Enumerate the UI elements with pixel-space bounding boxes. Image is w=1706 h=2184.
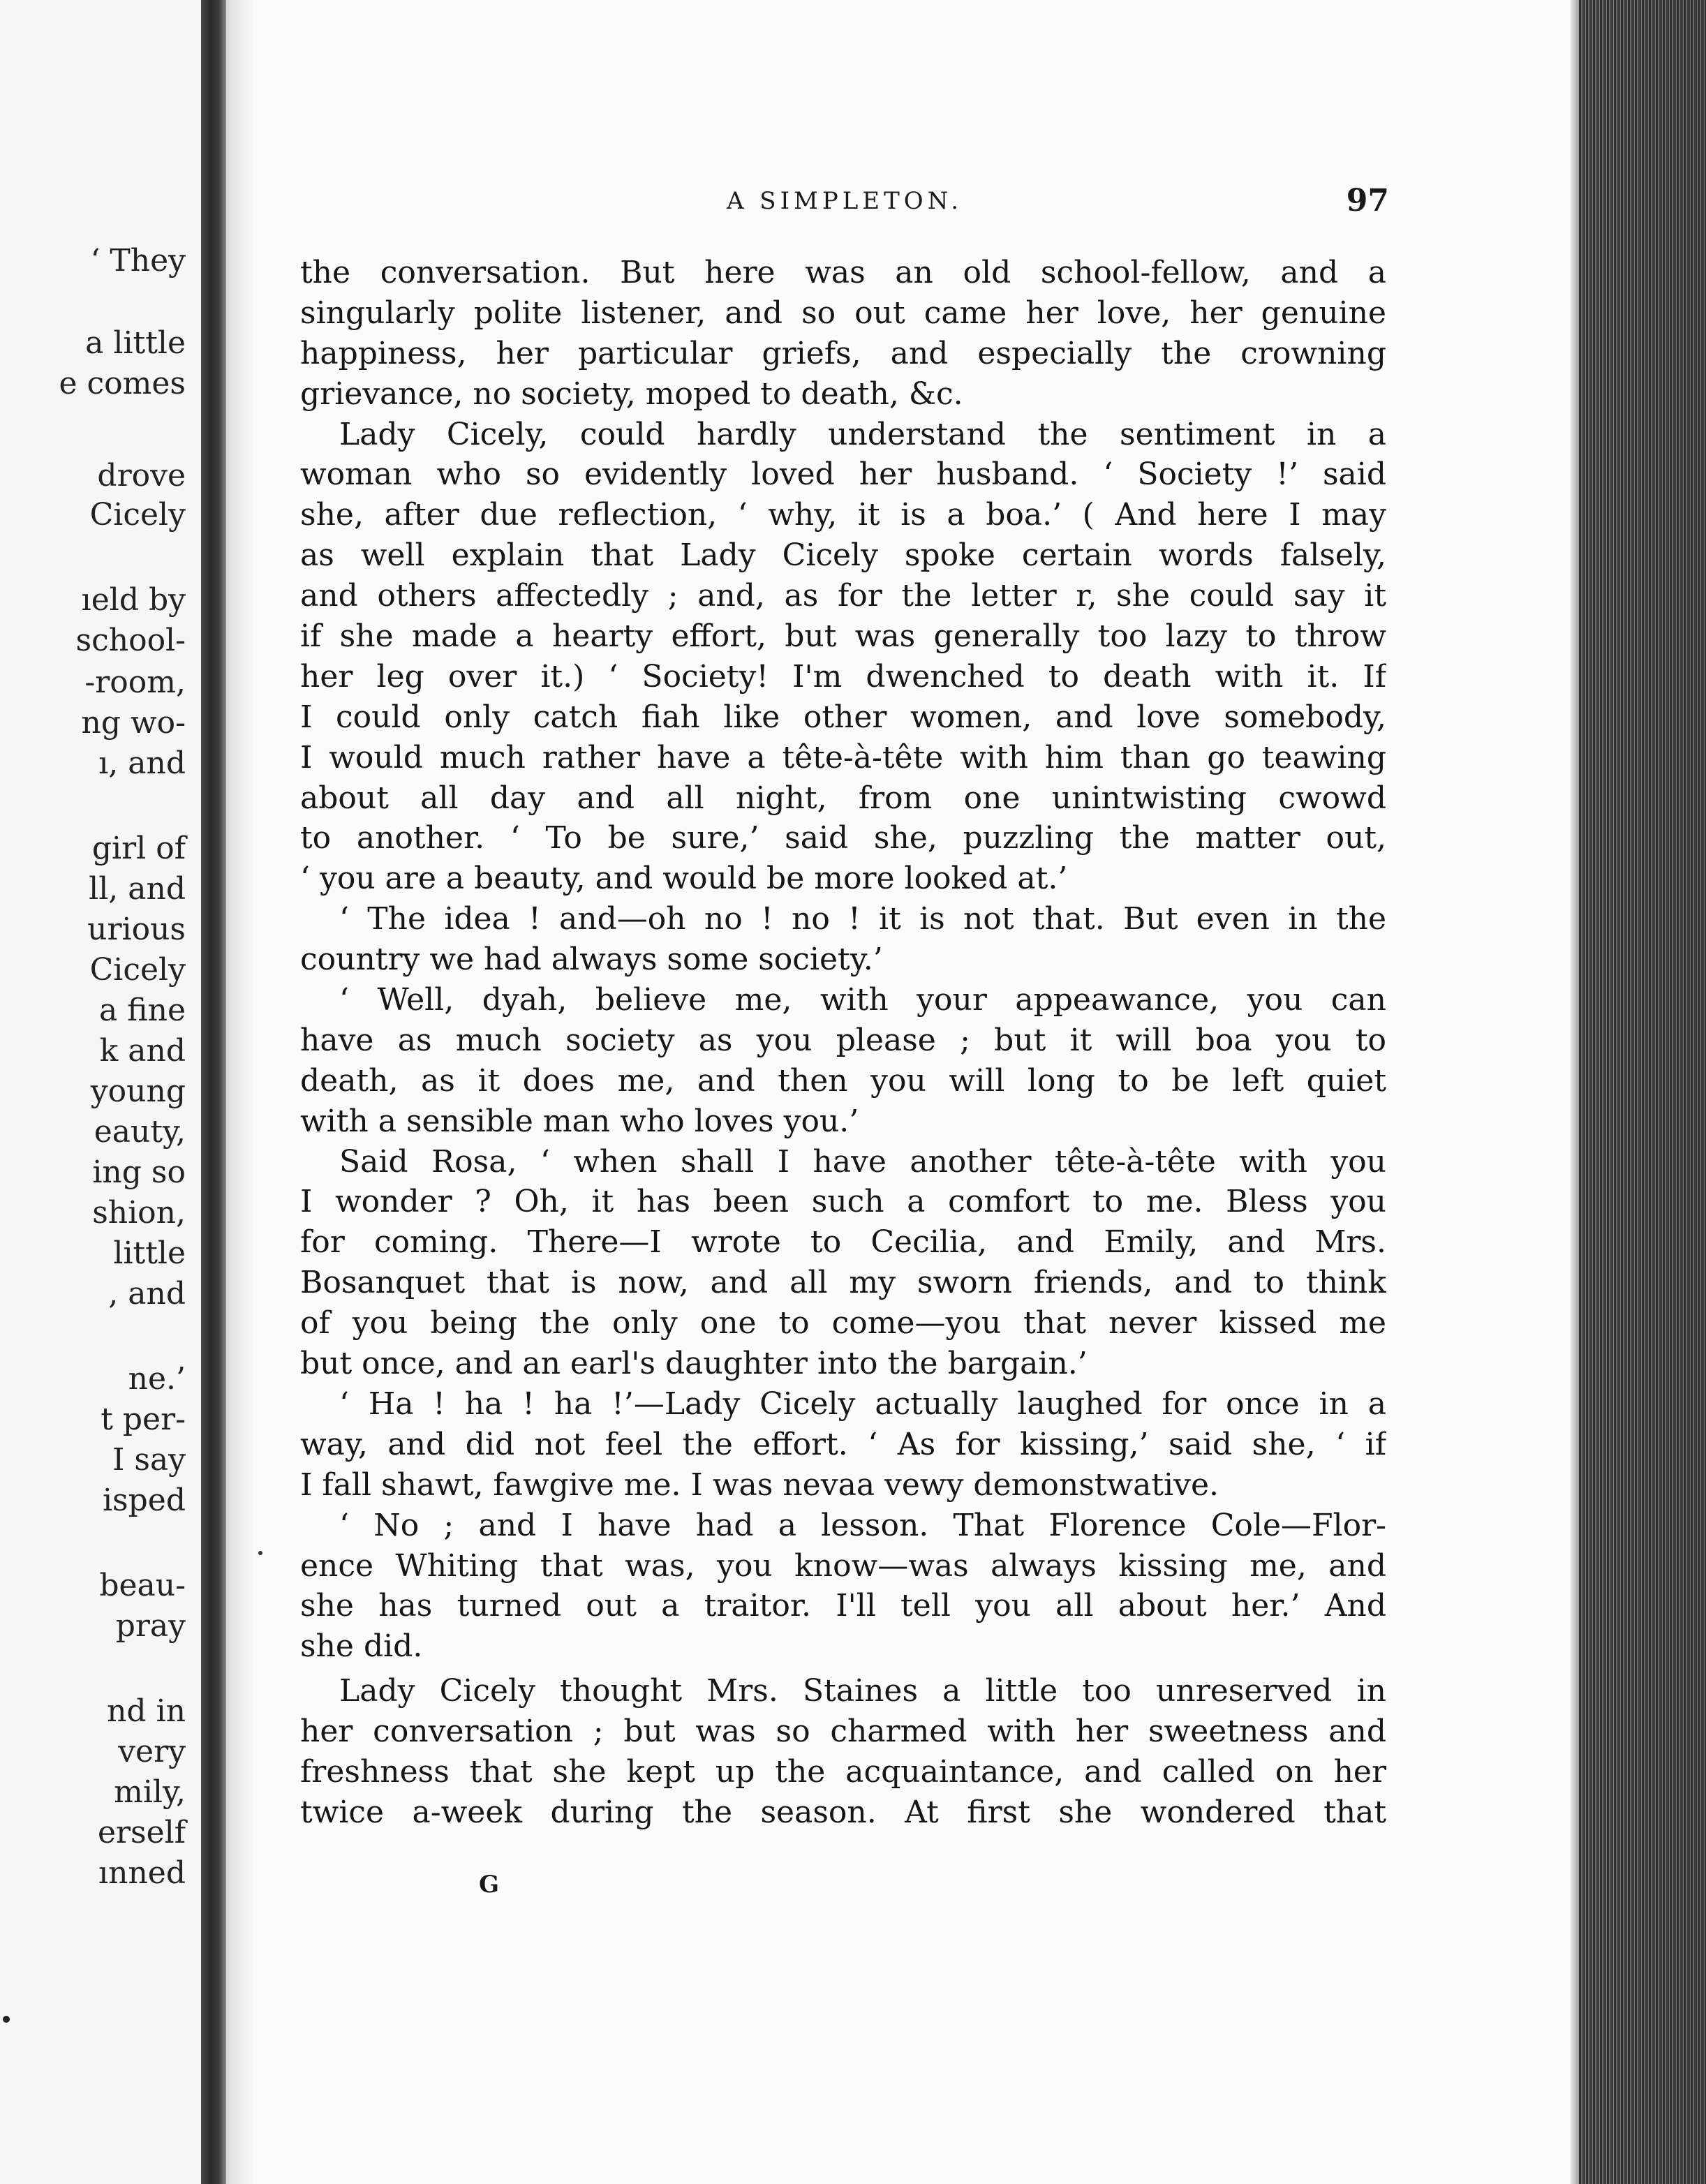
text-line: grievance, no society, moped to death, &c.: [300, 376, 963, 412]
text-line: woman who so evidently loved her husband. ‘ Society !’ said: [300, 456, 1386, 493]
facing-page-fragment: isped: [102, 1483, 186, 1518]
text-line: for coming. There—I wrote to Cecilia, and Emily, and Mrs.: [300, 1224, 1386, 1261]
text-line: Lady Cicely thought Mrs. Staines a little too unreserved in: [339, 1673, 1386, 1709]
facing-page-fragment: -room,: [84, 664, 186, 700]
text-line: to another. ‘ To be sure,’ said she, puzzling the matter out,: [300, 820, 1386, 856]
facing-page-fragment: little: [113, 1235, 186, 1271]
facing-page-fragment: ıeld by: [81, 582, 186, 618]
facing-page-fragment: school-: [75, 623, 186, 658]
facing-page-fragment: pray: [115, 1608, 186, 1644]
text-line: way, and did not feel the effort. ‘ As for kissing,’ said she, ‘ if: [300, 1426, 1386, 1462]
text-line: with a sensible man who loves you.’: [300, 1103, 859, 1139]
text-line: ‘ Ha ! ha ! ha !’—Lady Cicely actually laughed for once in a: [339, 1386, 1386, 1422]
text-line: singularly polite listener, and so out came her love, her genuine: [300, 295, 1386, 331]
margin-mark: [258, 1551, 262, 1555]
text-line: but once, and an earl's daughter into the bargain.’: [300, 1346, 1088, 1382]
facing-page-fragment: eauty,: [94, 1114, 186, 1150]
gutter-shadow: [226, 0, 254, 2184]
page-number: 97: [1346, 183, 1389, 218]
text-line: country we had always some society.’: [300, 942, 883, 978]
text-line: twice a-week during the season. At first she wondered that: [300, 1794, 1386, 1830]
facing-page-fragment: shion,: [92, 1195, 186, 1231]
facing-page-fragment: ınned: [98, 1855, 186, 1891]
text-line: and others affectedly ; and, as for the letter r, she could say it: [300, 578, 1386, 614]
text-line: about all day and all night, from one unintwisting cwowd: [300, 780, 1386, 816]
text-line: ‘ The idea ! and—oh no ! no ! it is not that. But even in the: [339, 901, 1386, 937]
facing-page-fragment: , and: [108, 1276, 186, 1312]
text-line: ‘ Well, dyah, believe me, with your appeawance, you can: [339, 982, 1386, 1018]
text-line: Lady Cicely, could hardly understand the sentiment in a: [339, 416, 1386, 452]
facing-page-fragment: girl of: [91, 831, 186, 866]
text-line: ‘ No ; and I have had a lesson. That Florence Cole—Flor-: [339, 1507, 1386, 1543]
text-line: of you being the only one to come—you that never kissed me: [300, 1305, 1386, 1342]
running-head: A SIMPLETON.: [726, 187, 963, 215]
text-line: have as much society as you please ; but it will boa you to: [300, 1022, 1386, 1058]
facing-page-fragment: e comes: [59, 366, 186, 401]
ink-speck: [3, 2016, 10, 2023]
text-line: I fall shawt, fawgive me. I was nevaa vewy demonstwative.: [300, 1466, 1219, 1503]
text-line: the conversation. But here was an old school-fellow, and a: [300, 255, 1386, 290]
facing-page-fragment: erself: [97, 1815, 186, 1850]
text-line: happiness, her particular griefs, and especially the crowning: [300, 335, 1386, 371]
facing-page-fragment: a little: [85, 325, 186, 361]
text-line: ‘ you are a beauty, and would be more looked at.’: [300, 861, 1068, 897]
facing-page-fragment: a fine: [99, 993, 186, 1028]
text-line: I could only catch fiah like other women, and love somebody,: [300, 699, 1386, 735]
facing-page-fragment: ‘ They: [90, 243, 186, 278]
text-line: she, after due reflection, ‘ why, it is a boa.’ ( And here I may: [300, 497, 1386, 533]
text-line: I wonder ? Oh, it has been such a comfort to me. Bless you: [300, 1184, 1386, 1220]
facing-page-fragment: nd in: [107, 1693, 186, 1729]
facing-page-fragment: urious: [87, 912, 186, 947]
facing-page-fragment: ne.’: [128, 1361, 186, 1397]
facing-page-fragment: drove: [97, 458, 186, 493]
facing-page-fragment: t per-: [101, 1402, 186, 1437]
page-header: [300, 183, 1389, 225]
facing-page-fragment: Cicely: [89, 952, 186, 988]
text-line: she has turned out a traitor. I'll tell you all about her.’ And: [300, 1588, 1386, 1624]
text-line: death, as it does me, and then you will long to be left quiet: [300, 1062, 1386, 1099]
facing-page-fragment: ng wo-: [81, 705, 186, 741]
text-line: freshness that she kept up the acquaintance, and called on her: [300, 1753, 1386, 1790]
text-line: her conversation ; but was so charmed with her sweetness and: [300, 1714, 1386, 1750]
text-line: Said Rosa, ‘ when shall I have another tête-à-tête with you: [339, 1143, 1386, 1180]
body-text: [300, 253, 1386, 1833]
facing-page-fragment: I say: [112, 1442, 186, 1478]
text-line: if she made a hearty effort, but was generally too lazy to throw: [300, 618, 1386, 655]
facing-page-fragment: very: [118, 1734, 186, 1769]
text-line: as well explain that Lady Cicely spoke certain words falsely,: [300, 537, 1386, 574]
facing-page-left: [0, 0, 201, 2184]
signature-mark: G: [479, 1871, 500, 1899]
facing-page-fragment: young: [90, 1074, 186, 1109]
text-line: Bosanquet that is now, and all my sworn friends, and to think: [300, 1265, 1386, 1301]
text-line: her leg over it.) ‘ Society! I'm dwenched to death with it. If: [300, 658, 1386, 694]
text-line: she did.: [300, 1628, 423, 1665]
binding-gutter: [201, 0, 226, 2184]
facing-page-fragment: beau-: [99, 1568, 186, 1603]
text-line: ence Whiting that was, you know—was always kissing me, and: [300, 1547, 1386, 1584]
text-line: I would much rather have a tête-à-tête with him than go teawing: [300, 739, 1386, 775]
facing-page-fragment: Cicely: [89, 497, 186, 533]
facing-page-fragment: k and: [99, 1033, 186, 1069]
facing-page-fragment: ı, and: [98, 745, 186, 781]
facing-page-fragment: ll, and: [89, 871, 186, 907]
facing-page-fragment: mily,: [114, 1774, 186, 1810]
facing-page-fragment: ing so: [92, 1154, 186, 1190]
page-stack-edge: [1579, 0, 1706, 2184]
